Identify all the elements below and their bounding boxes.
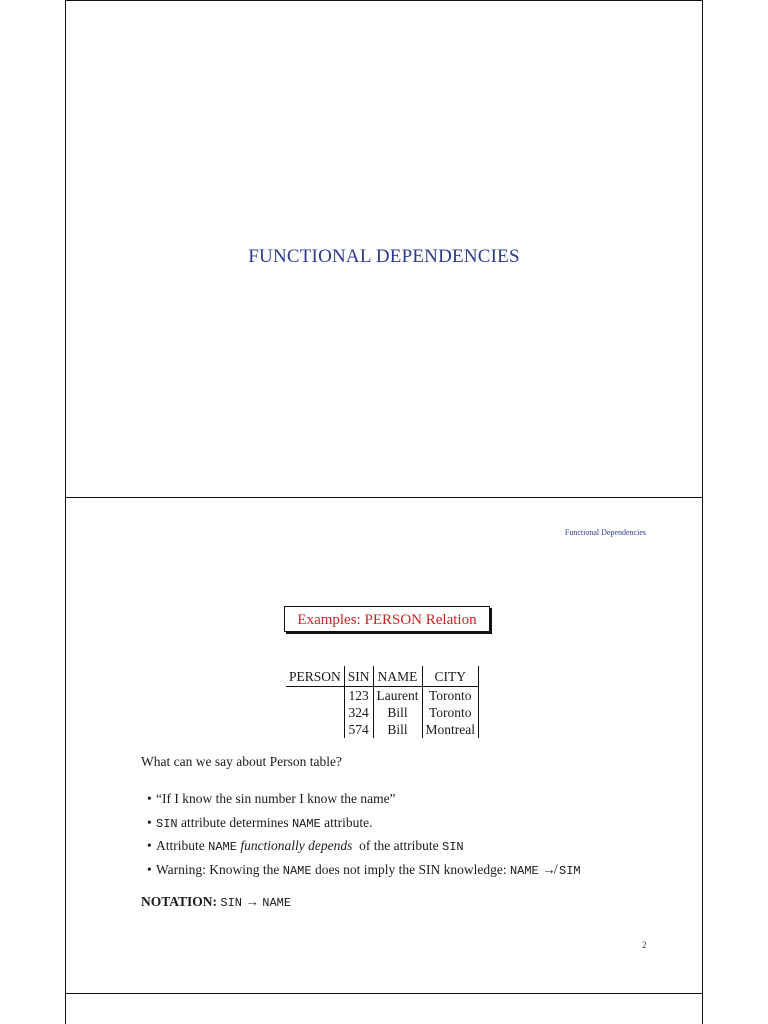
table-cell: Bill [373, 704, 422, 721]
bullet-text: Warning: Knowing the [156, 861, 283, 877]
page-number: 2 [642, 940, 647, 950]
bullet-text: attribute determines [177, 814, 292, 830]
slide-title: FUNCTIONAL DEPENDENCIES [248, 246, 520, 267]
bullet-icon: • [147, 861, 152, 877]
table-row [286, 704, 479, 721]
section-box-title: Examples: PERSON Relation [284, 606, 490, 632]
running-head: Functional Dependencies [564, 528, 646, 537]
bullet-text: Attribute [156, 838, 209, 853]
notation-lhs: SIN [220, 896, 242, 910]
bullet-list [147, 787, 581, 881]
table-cell: Toronto [422, 687, 479, 705]
col-header-sin: SIN [344, 666, 373, 687]
bottom-rule [65, 993, 703, 994]
table-cell: 324 [344, 704, 373, 721]
table-cell: Toronto [422, 704, 479, 721]
col-header-person: PERSON [286, 666, 344, 687]
table-cell: 123 [344, 687, 373, 705]
bullet-text: of the attribute [352, 838, 443, 853]
list-item [147, 858, 581, 882]
not-implies-arrow: ↛ [542, 861, 556, 877]
implies-arrow: → [245, 894, 259, 909]
table-cell [286, 721, 344, 738]
code-sin: SIN [156, 816, 178, 831]
table-cell: Bill [373, 721, 422, 738]
notation-line [141, 894, 291, 910]
bullet-text: does not imply the SIN knowledge: [311, 861, 510, 877]
col-header-city: CITY [422, 666, 479, 687]
bullet-icon: • [147, 838, 152, 853]
code-sin: SIN [442, 840, 464, 854]
table-row [286, 721, 479, 738]
table-row [286, 687, 479, 705]
notation-rhs: NAME [262, 896, 292, 910]
table-header-row [286, 666, 479, 687]
bullet-text: attribute. [320, 814, 373, 830]
table-cell [286, 704, 344, 721]
table-cell [286, 687, 344, 705]
bullet-icon: • [147, 791, 152, 806]
list-item [147, 811, 581, 835]
code-name: NAME [509, 863, 539, 878]
code-sim: SIM [559, 863, 581, 878]
code-name: NAME [282, 863, 312, 878]
list-item [147, 787, 581, 811]
bullet-icon: • [147, 814, 152, 830]
top-rule [65, 0, 703, 1]
question-text: What can we say about Person table? [141, 754, 342, 769]
list-item [147, 834, 581, 858]
emphasis-text: functionally depends [240, 838, 353, 853]
col-header-name: NAME [373, 666, 422, 687]
bullet-text: “If I know the sin number I know the name” [156, 791, 396, 806]
person-relation-table [286, 666, 479, 738]
table-cell: 574 [344, 721, 373, 738]
slide-divider [65, 497, 703, 498]
code-name: NAME [291, 816, 321, 831]
table-cell: Laurent [373, 687, 422, 705]
table-cell: Montreal [422, 721, 479, 738]
code-name: NAME [208, 840, 237, 854]
notation-label: NOTATION: [141, 894, 218, 909]
